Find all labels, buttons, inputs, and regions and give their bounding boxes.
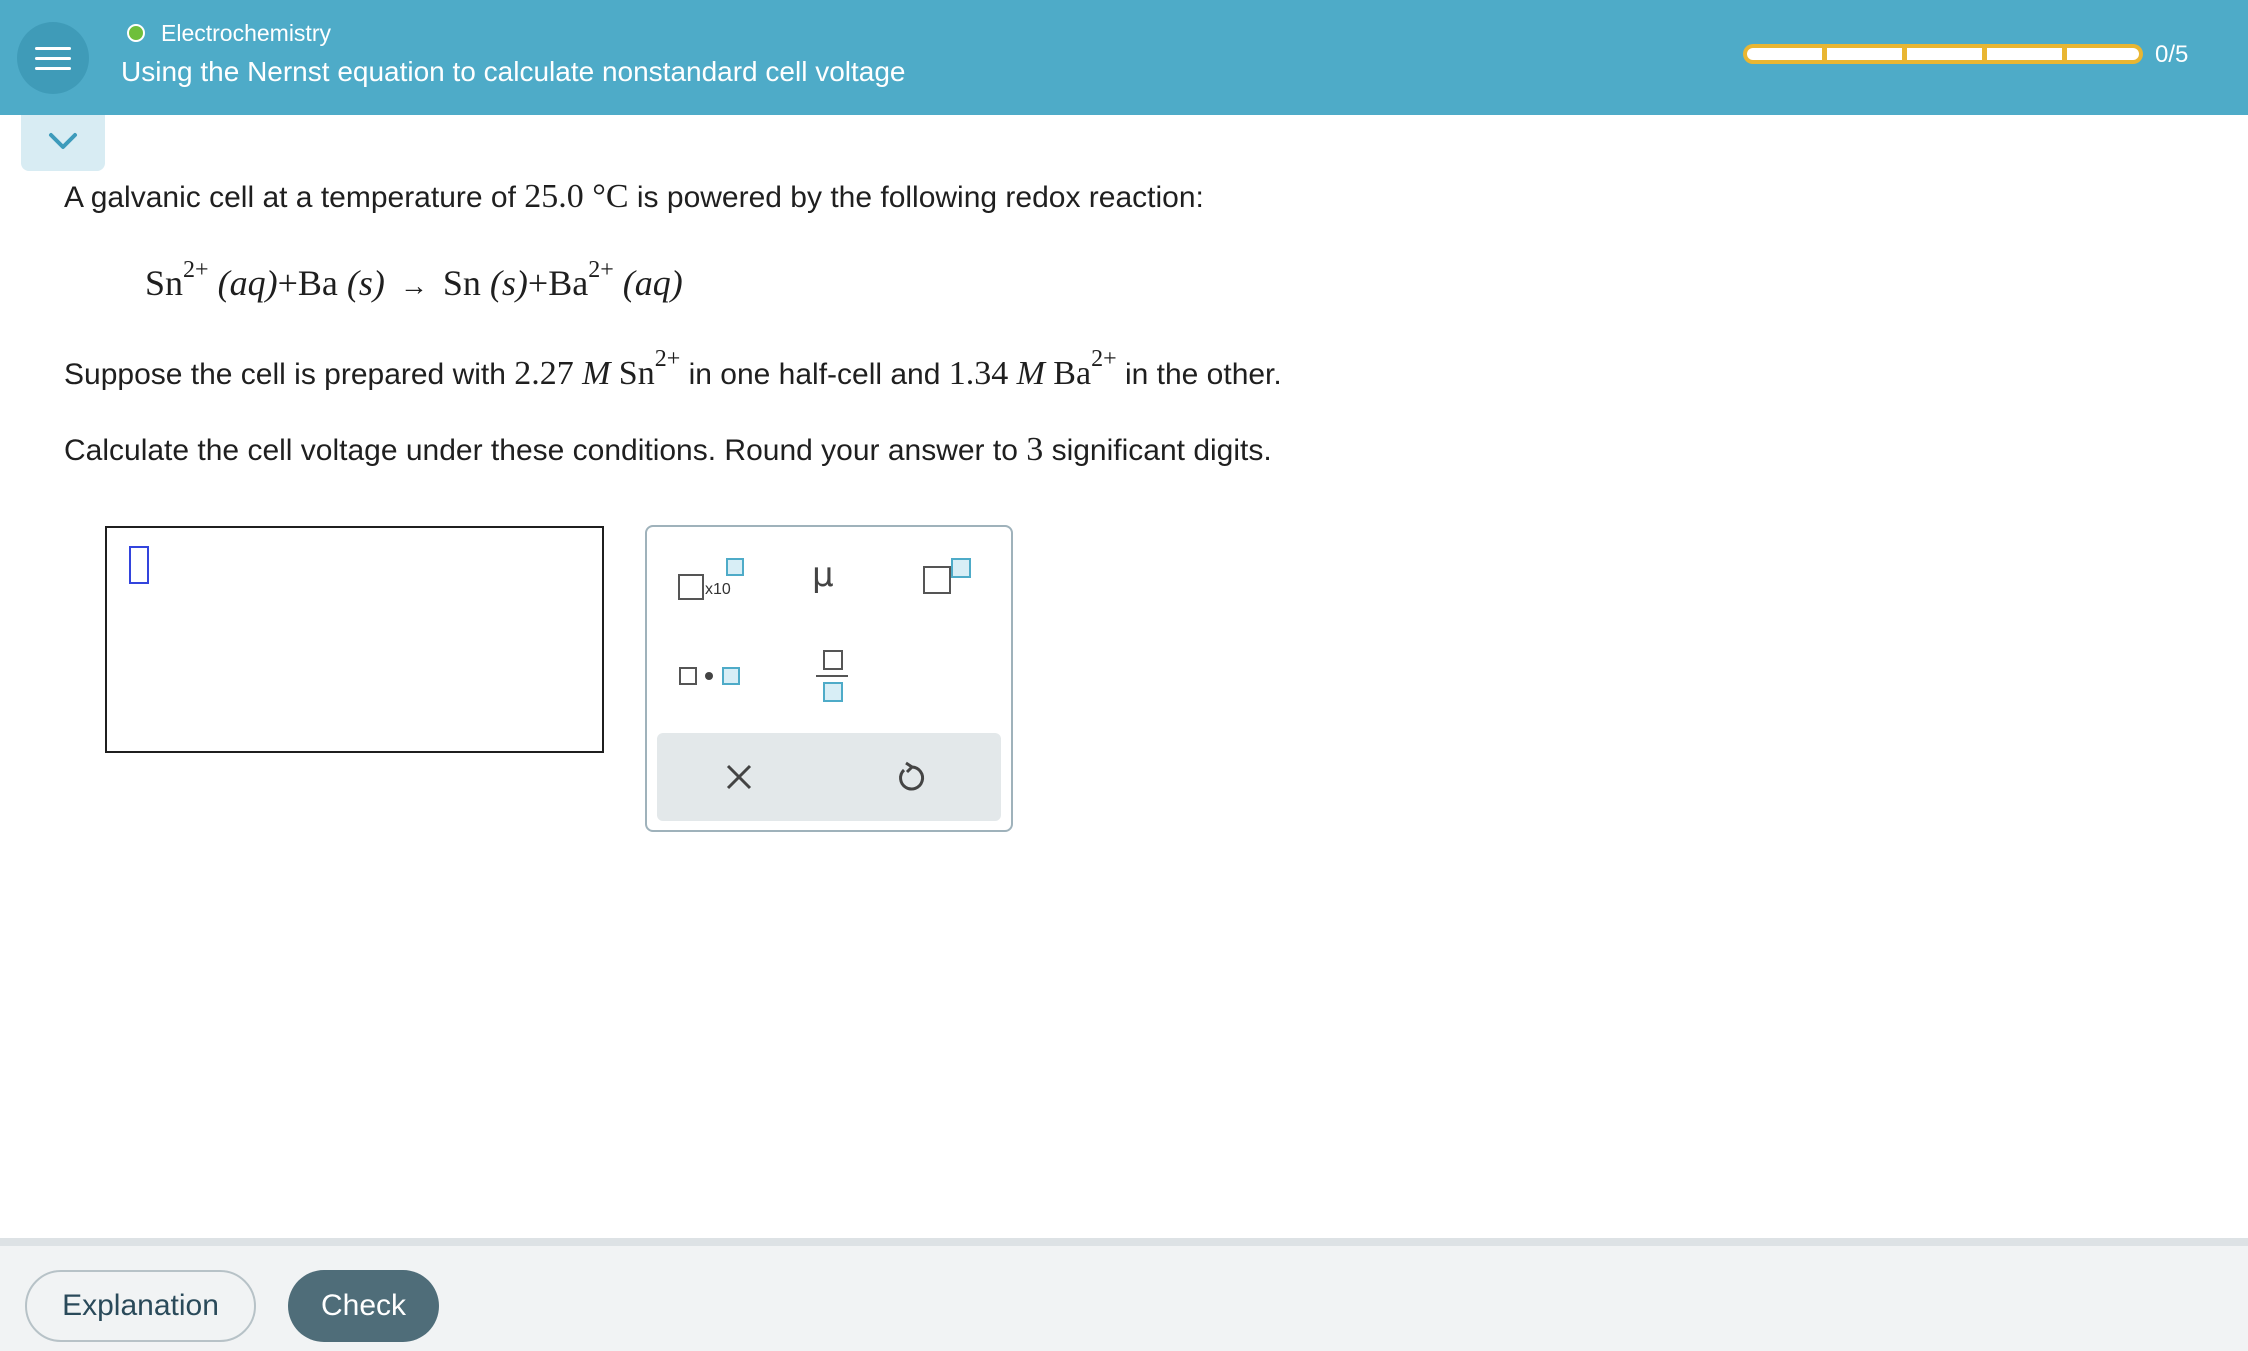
state-label: (aq) xyxy=(217,263,278,303)
footer-bar xyxy=(0,1238,2248,1351)
ba-ion: Ba xyxy=(1053,355,1092,392)
topic-name: Electrochemistry xyxy=(161,20,331,46)
progress-segment xyxy=(1827,48,1902,60)
clear-button[interactable] xyxy=(723,761,755,793)
close-icon xyxy=(723,761,755,793)
superscript-button[interactable] xyxy=(922,557,982,597)
charge-superscript: 2+ xyxy=(183,257,209,283)
menu-icon-line xyxy=(35,67,71,70)
question-intro xyxy=(64,178,1204,216)
collapse-toggle[interactable] xyxy=(21,115,105,171)
menu-icon-line xyxy=(35,57,71,60)
palette-actions xyxy=(657,733,1001,821)
molarity-unit: M xyxy=(582,355,611,392)
instruction-text: Calculate the cell voltage under these conditions. Round your answer to xyxy=(64,434,1027,467)
charge-superscript: 2+ xyxy=(1091,346,1117,372)
input-cursor-box xyxy=(129,546,149,584)
state-label: (s) xyxy=(489,263,528,303)
undo-button[interactable] xyxy=(895,761,929,795)
conditions-text-end: in the other. xyxy=(1116,358,1282,391)
chevron-down-icon xyxy=(48,131,78,151)
product-ba: Ba xyxy=(548,263,589,303)
plus-sign: + xyxy=(277,263,298,303)
check-button[interactable]: Check xyxy=(288,1270,439,1342)
reactant-ba: Ba xyxy=(297,263,338,303)
x10-label: x10 xyxy=(705,581,731,598)
progress-label: 0/5 xyxy=(2155,41,2189,68)
progress-segment xyxy=(1987,48,2062,60)
progress-segment xyxy=(1747,48,1822,60)
reaction-arrow: → xyxy=(399,271,428,302)
explanation-button[interactable]: Explanation xyxy=(25,1270,256,1342)
progress-bar xyxy=(1743,44,2143,64)
intro-text: A galvanic cell at a temperature of xyxy=(64,181,525,214)
progress-segment xyxy=(2067,48,2139,60)
topic-status-icon xyxy=(127,24,145,42)
ba-concentration: 1.34 xyxy=(948,355,1009,392)
reactant-sn: Sn xyxy=(145,263,184,303)
molarity-unit: M xyxy=(1016,355,1045,392)
undo-icon xyxy=(895,761,929,795)
math-palette xyxy=(645,525,1013,832)
multiply-dot-button[interactable] xyxy=(677,662,747,692)
state-label: (s) xyxy=(346,263,385,303)
menu-button[interactable] xyxy=(17,22,89,94)
sn-ion: Sn xyxy=(618,355,655,392)
plus-sign: + xyxy=(527,263,549,303)
multiply-dot-icon xyxy=(677,662,747,692)
sn-concentration: 2.27 xyxy=(514,355,574,392)
progress-segment xyxy=(1907,48,1982,60)
lesson-title: Using the Nernst equation to calculate nonstandard cell voltage xyxy=(121,56,906,87)
conditions-text-mid: in one half-cell and xyxy=(680,358,949,391)
question-instruction xyxy=(64,431,1272,469)
intro-text-end: is powered by the following redox reaction: xyxy=(628,181,1204,214)
temperature-value: 25.0 °C xyxy=(524,178,629,215)
scientific-notation-button[interactable] xyxy=(677,557,747,607)
charge-superscript: 2+ xyxy=(588,257,614,283)
state-label: (aq) xyxy=(622,263,683,303)
answer-input[interactable] xyxy=(105,526,604,753)
menu-icon xyxy=(35,47,71,50)
mu-button[interactable]: μ xyxy=(812,555,834,595)
instruction-text-end: significant digits. xyxy=(1043,434,1272,467)
fraction-icon xyxy=(812,649,852,705)
conditions-text: Suppose the cell is prepared with xyxy=(64,358,515,391)
fraction-button[interactable] xyxy=(812,649,852,705)
significant-digits-value: 3 xyxy=(1026,431,1044,468)
redox-equation xyxy=(145,257,683,304)
product-sn: Sn xyxy=(442,263,481,303)
superscript-icon xyxy=(922,557,982,597)
top-header xyxy=(0,0,2248,115)
charge-superscript: 2+ xyxy=(654,346,681,372)
question-conditions xyxy=(64,346,1282,393)
